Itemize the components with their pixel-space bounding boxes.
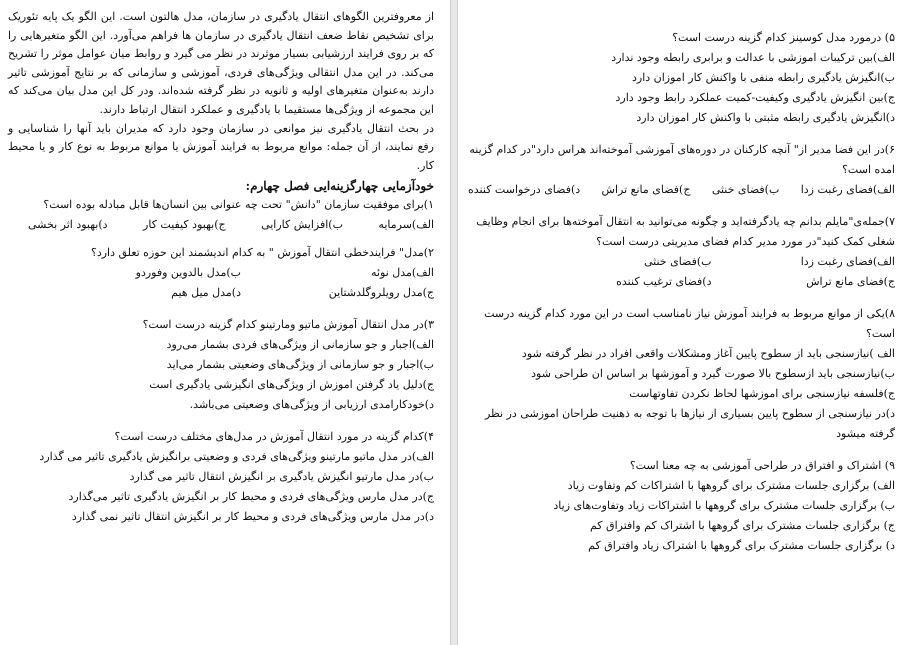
option-d: د) برگزاری جلسات مشترک برای گروهها با اشتراک زیاد وافتراق کم [588,539,895,552]
question-stem: ۳)در مدل انتقال آموزش ماتیو ومارتینو کدام گزینه درست است؟ [142,318,434,332]
option-b: ب)مدل بالدوین وفوردو [135,266,241,280]
option-c: ج) برگزاری جلسات مشترک برای گروهها با اشتراک کم وافتراق کم [589,519,895,532]
option-b: ب)نیازسنجی باید ازسطوح بالا صورت گیرد و آموزشها بر اساس ان طراحی شود [531,367,895,380]
option-d: د)انگیزش یادگیری رابطه مثبتی با واکنش کار اموزان دارد [636,111,895,124]
question-stem: ۷)جمله‌ی"مایلم بدانم چه یادگرفته‌اید و چگونه می‌توانید به انتقال آموخته‌ها برای انجام وظایف شغلی کمک کنید"در مورد مدیر کدام فضای مدیریتی درست است؟ [476,215,895,248]
question-4 [8,427,434,527]
option-c: ج)فضای مانع تراش [601,183,691,196]
left-page [0,0,450,645]
question-7 [468,212,895,292]
option-b: ب)اجبار و جو سازمانی از ویژگی‌های وضعیتی بشمار می‌اید [166,358,434,372]
option-b: ب)فضای خنثی [711,183,780,196]
question-5 [468,28,895,128]
question-2 [8,243,434,303]
option-b: ب)انگیزش یادگیری رابطه منفی با واکنش کار اموزان دارد [632,71,895,84]
option-a: الف )نیازسنجی باید از سطوح پایین آغاز ومشکلات واقعی افراد در نظر گرفته شود [521,347,895,360]
option-c: ج)بهبود کیفیت کار [143,218,226,232]
intro-paragraph-2: در بحث انتقال یادگیری نیز موانعی در سازمان وجود دارد که مدیران باید آنها را شناسایی و رفع نمایند، از آن جمله: موانع مربوط به فرایند آموزش یا موانع مربوط به نوع کار و یا محیط کار. [8,121,434,172]
option-b: ب)در مدل مارتیو انگیزش یادگیری بر انگیزش انتقال تاثیر می گذارد [129,470,434,484]
option-d: د)مدل میل هیم [171,286,241,300]
option-d: د)فضای ترغیب کننده [616,275,712,288]
option-a: الف)سرمایه [378,218,434,232]
question-stem: ۱)برای موفقیت سازمان "دانش" تحت چه عنوانی بین انسان‌ها قابل مبادله بوده است؟ [43,198,434,212]
option-a: الف)مدل نوئه [371,266,434,280]
question-stem: ۹) اشتراک و افتراق در طراحی آموزشی به چه معنا است؟ [629,459,895,472]
question-3 [8,315,434,415]
question-stem: ۵) درمورد مدل کوسینز کدام گزینه درست است؟ [672,31,895,44]
option-c: ج)مدل رویلروگلدشتاین [328,286,434,300]
question-stem: ۶)در این فضا مدیر از" آنچه کارکنان در دوره‌های آموزشی آموخته‌اند هراس دارد"در کدام گزینه امده است؟ [469,143,895,176]
question-stem: ۸)یکی از موانع مربوط به فرایند آموزش نیاز نامناسب است در این مورد کدام گزینه درست است؟ [484,307,895,340]
option-c: ج)دلیل یاد گرفتن اموزش از ویژگی‌های انگیزشی یادگیری است [149,378,434,392]
option-b: ب) برگزاری جلسات مشترک برای گروهها با اشتراکات زیاد وتفاوت‌های زیاد [553,499,895,512]
option-c: ج)فلسفه نیازسنجی برای اموزشها لحاظ نکردن تفاوتهاست [629,387,895,400]
option-d: د)خودکارامدی ارزیابی از ویژگی‌های وضعیتی می‌باشد. [189,398,434,412]
question-stem: ۲)مدل" فرایندخطی انتقال آموزش " به کدام اندیشمند این حوزه تعلق دارد؟ [91,246,434,260]
option-a: الف)بین ترکیبات اموزشی با عدالت و برابری رابطه وجود ندارد [611,51,895,64]
option-b: ب)افزایش کارایی [261,218,343,232]
option-c: ج)در مدل مارس ویژگی‌های فردی و محیط کار بر انگیزش یادگیری تاثیر می‌گذارد [68,490,434,504]
option-a: الف)فضای رغبت زدا [800,255,895,268]
option-c: ج)بین انگیزش یادگیری وکیفیت-کمیت عملکرد رابط وجود دارد [615,91,895,104]
question-stem: ۴)کدام گزینه در مورد انتقال آموزش در مدل‌های مختلف درست است؟ [114,430,434,444]
option-c: ج)فضای مانع تراش [806,275,895,288]
question-1 [8,195,434,235]
option-d: د)در مدل مارس ویژگی‌های فردی و محیط کار بر انگیزش انتقال تاثیر نمی گذارد [71,510,434,524]
option-a: الف)در مدل ماتیو مارتینو ویژگی‌های فردی و وضعیتی برانگیزش یادگیری تاثیر می گذارد [39,450,434,464]
self-test-heading: خودآزمایی چهارگزینه‌ایی فصل چهارم: [245,179,434,194]
option-b: ب)فضای خنثی [643,255,712,268]
option-d: د)بهبود اثر بخشی [28,218,108,232]
option-d: د)فضای درخواست کننده [468,183,581,196]
book-gutter [450,0,458,645]
right-page [458,0,911,645]
question-6 [468,140,895,200]
option-a: الف)فضای رغبت زدا [800,183,895,196]
intro-paragraph: از معروفترین الگوهای انتقال یادگیری در سازمان، مدل هالتون است. این الگو یک پایه تئوریک برای تشخیص نقاط ضعف انتقال یادگیری در سازمان ها فراهم می‌آورد. این الگو متغیرهایی را که بر روی فرایند ارزشیابی بسیار موثرند در نظر می گیرد و روابط میان عوامل موثر را تشریح می‌کند. در این مدل انتقالی ویژگی‌های فردی، آموزشی و سازمانی که بر نتایج آموزشی تاثیر دارند به‌عنوان متغیرهای اولیه و ثانویه در نظر گرفته شده‌اند. ودر کل این مدل بیان می‌کند که این مجموعه از ویژگی‌ها مستقیما با یادگیری و عملکرد انتقال ارتباط دارند. [8,10,434,116]
option-d: د)در نیازسنجی از سطوح پایین بسیاری از نیازها با توجه به ذهنیت طراحان اموزشی در نظر گرفته میشود [484,407,895,440]
question-9 [468,456,895,556]
question-8 [468,304,895,444]
option-a: الف) برگزاری جلسات مشترک برای گروهها با اشتراکات کم وتفاوت زیاد [567,479,895,492]
option-a: الف)اجبار و جو سازمانی از ویژگی‌های فردی بشمار می‌رود [166,338,434,352]
